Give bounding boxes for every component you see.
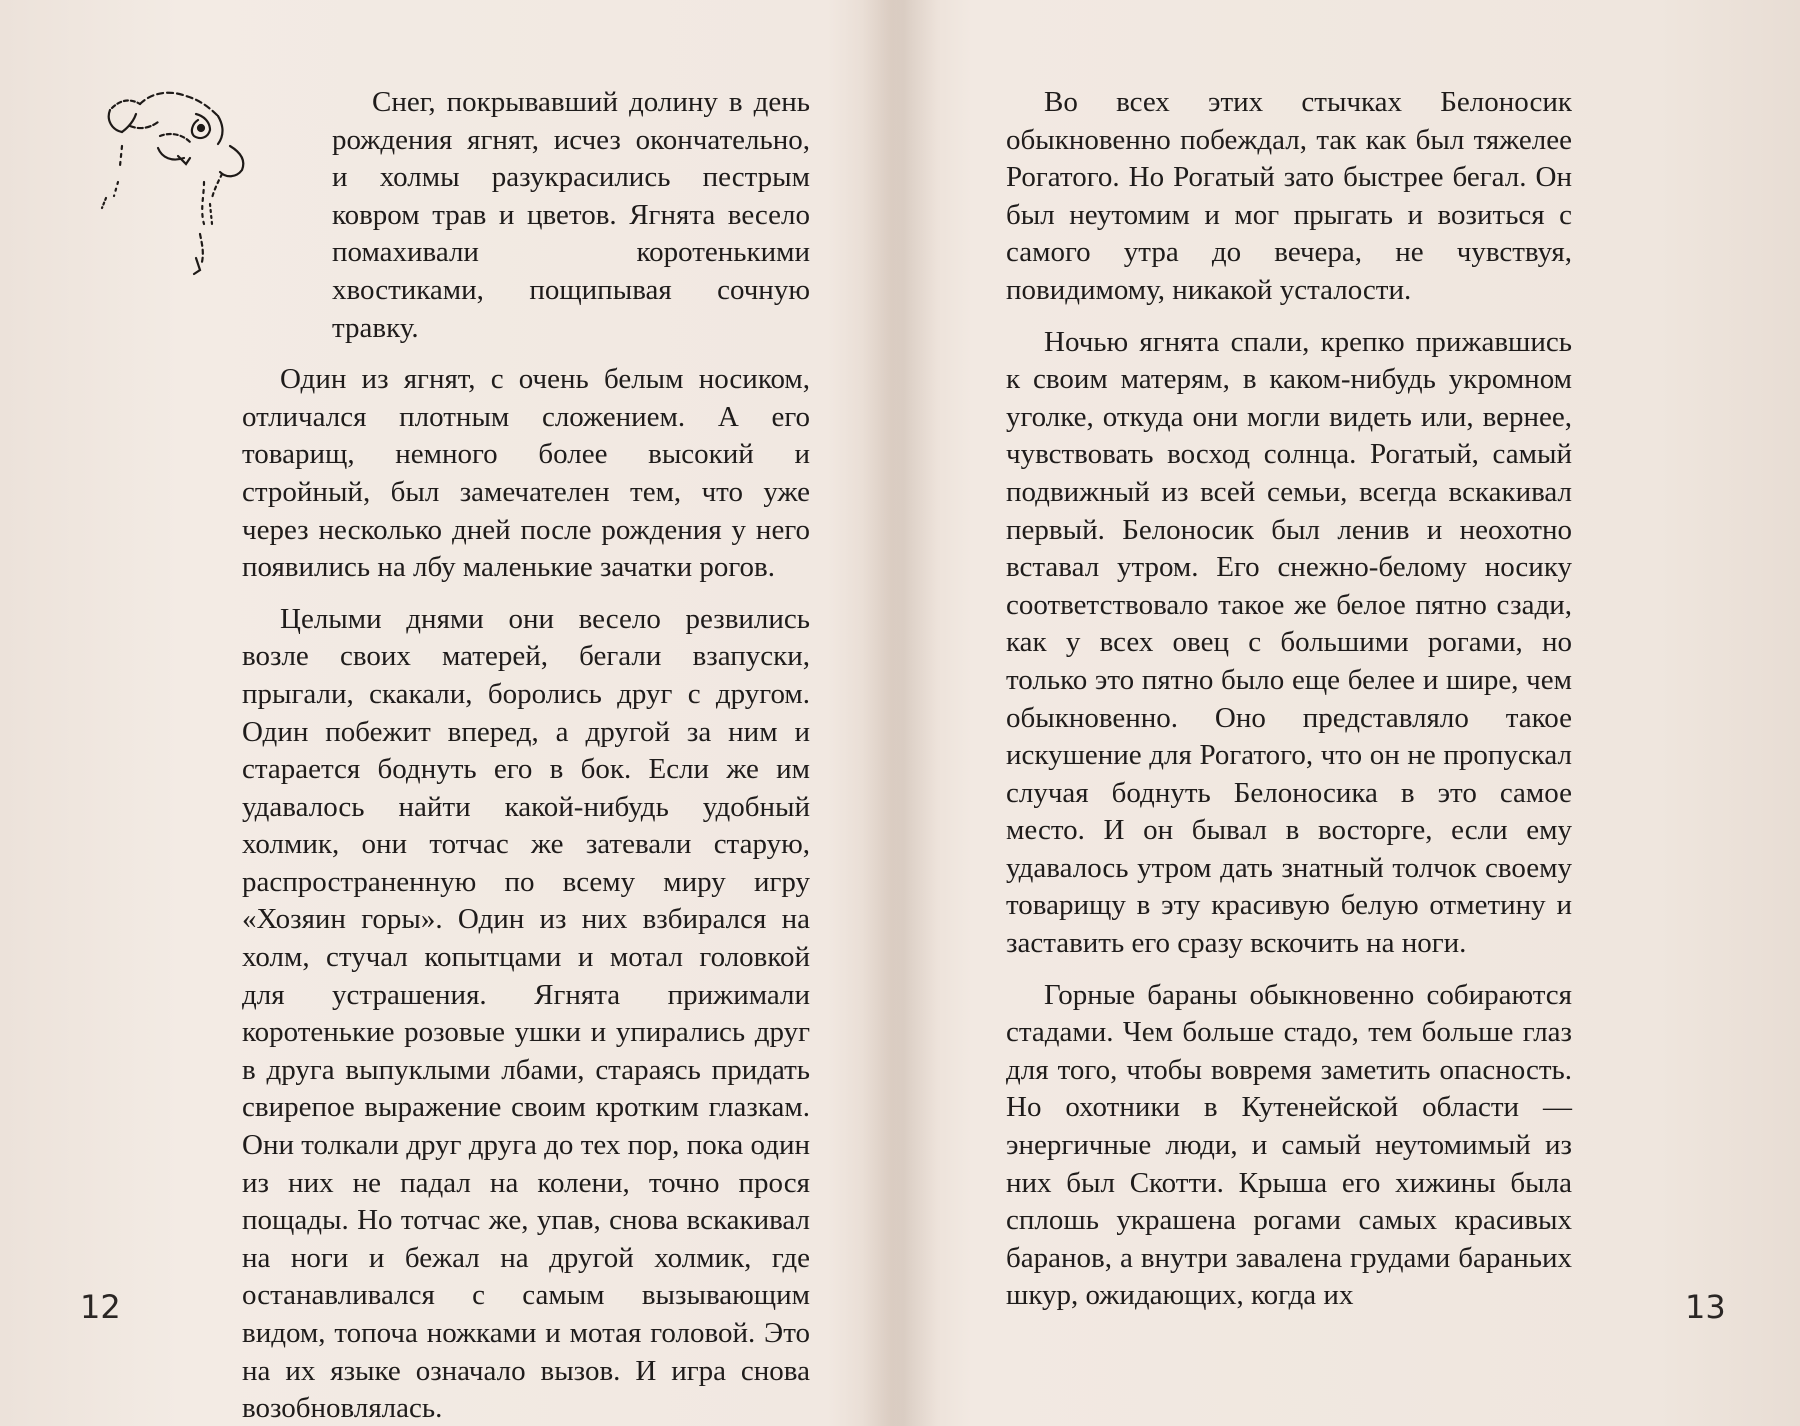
paragraph: Снег, покрывавший долину в день рождения ягнят, исчез окончательно, и холмы разукрасились пестрым ковром трав и цветов. Ягнята весело помахивали коротенькими хвостиками, пощипывая сочную травку. <box>332 86 810 344</box>
page-number: 13 <box>1685 1288 1726 1326</box>
left-page-text <box>242 84 810 1426</box>
paragraph: Горные бараны обыкновенно собираются стадами. Чем больше стадо, тем больше глаз для того, чтобы вовремя заметить опасность. Но охотники в Кутенейской области — энергичные люди, и самый неутомимый из них был Скотти. Крыша его хижины была сплошь украшена рогами самых красивых баранов, а внутри завалена грудами бараньих шкур, ожидающих, когда их <box>1006 978 1572 1312</box>
paragraph: Во всех этих стычках Белоносик обыкновенно побеждал, так как был тяжелее Рогатого. Но Рогатый зато быстрее бегал. Он был неутомим и мог прыгать и возиться с самого утра до вечера, не чувствуя, повидимому, никакой усталости. <box>1006 86 1572 306</box>
paragraph: Один из ягнят, с очень белым носиком, отличался плотным сложением. А его товарищ, немного более высокий и стройный, был замечателен тем, что уже через несколько дней после рождения у него появились на лбу маленькие зачатки рогов. <box>242 363 810 584</box>
right-page <box>900 0 1800 1426</box>
right-page-text <box>1006 84 1572 1315</box>
paragraph: Ночью ягнята спали, крепко прижавшись к своим матерям, в каком-нибудь укромном уголке, откуда они могли видеть или, вернее, чувствовать восход солнца. Рогатый, самый подвижный из всей семьи, всегда вскакивал первый. Белоносик был ленив и неохотно вставал утром. Его снежно-белому носику соответствовало такое же белое пятно сзади, как у всех овец с большими рогами, но только это пятно было еще белее и шире, чем обыкновенно. Оно представляло такое искушение для Рогатого, что он не пропускал случая боднуть Белоносика в это самое место. И он бывал в восторге, если ему удавалось утром дать знатный толчок своему товарищу в эту красивую белую отметину и заставить его сразу вскочить на ноги. <box>1006 325 1572 960</box>
paragraph: Целыми днями они весело резвились возле своих матерей, бегали взапуски, прыгали, скакали, боролись друг с другом. Один побежит вперед, а другой за ним и старается боднуть его в бок. Если же им удавалось найти какой-нибудь удобный холмик, они тотчас же затевали старую, распространенную по всему миру игру «Хозяин горы». Один из них взбирался на холм, стучал копытцами и мотал головкой для устрашения. Ягнята прижимали коротенькие розовые ушки и упирались друг в друга выпуклыми лбами, стараясь придать свирепое выражение своим кротким глазкам. Они толкали друг друга до тех пор, пока один из них не падал на колени, точно прося пощады. Но тотчас же, упав, снова вскакивал на ноги и бежал на другой холмик, где останавливался с самым вызывающим видом, топоча ножками и мотая головой. Это на их языке означало вызов. И игра снова возобновлялась. <box>242 602 810 1425</box>
page-number: 12 <box>80 1288 121 1326</box>
